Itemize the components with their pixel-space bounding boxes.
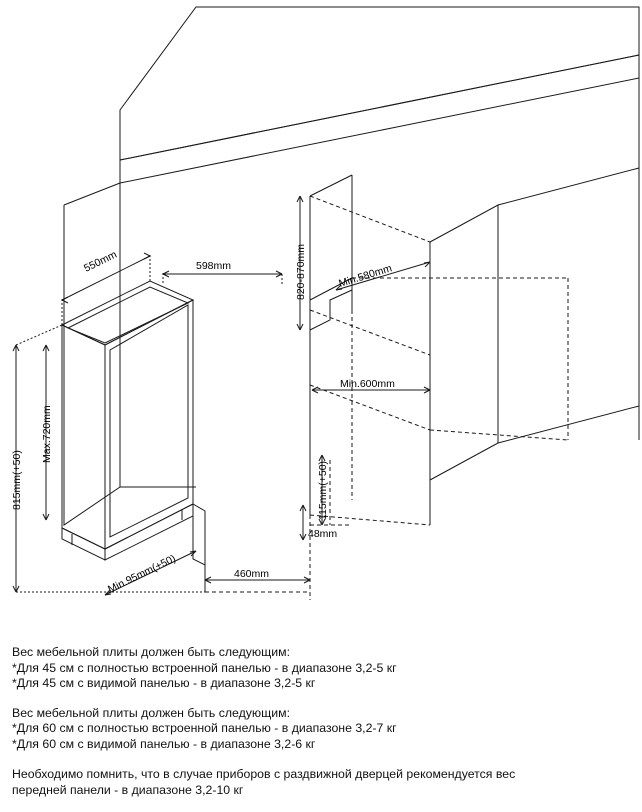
note-line: *Для 60 см с видимой панелью - в диапазоне 3,2-6 кг <box>12 736 316 751</box>
dim-815-witness-top <box>16 325 62 345</box>
appliance-front-inner <box>110 305 188 537</box>
note-line: передней панели - в диапазоне 3,2-10 кг <box>12 783 244 797</box>
dashed-min600-link <box>310 385 430 430</box>
note-line: Вес мебельной плиты должен быть следующим: <box>12 645 291 659</box>
dim-label-min-95: Min.95mm(+50) <box>106 552 178 596</box>
dim-label-598: 598mm <box>196 260 232 272</box>
note-line: *Для 60 см с полностью встроенной панелью - в диапазоне 3,2-7 кг <box>12 721 397 735</box>
dashed-mid-link <box>310 310 430 355</box>
dim-label-max-720: Max.720mm <box>41 405 53 463</box>
worktop-front-edge <box>120 55 639 183</box>
appliance-left-face <box>62 325 105 549</box>
note-line: *Для 45 см с полностью встроенной панелью - в диапазоне 3,2-5 кг <box>12 660 397 675</box>
note-line: Необходимо помнить, что в случае приборов с раздвижной дверцей рекомендуется вес <box>12 767 516 781</box>
dim-550-arrow-a <box>62 297 68 303</box>
note-line: *Для 45 см с видимой панелью - в диапазоне 3,2-5 кг <box>12 676 316 690</box>
niche-step-detail <box>310 290 352 330</box>
note-block-45cm <box>12 645 632 692</box>
appliance-plinth-front <box>105 504 193 560</box>
note-block-60cm <box>12 706 632 753</box>
dim-label-460: 460mm <box>234 568 270 580</box>
dim-label-550: 550mm <box>82 248 119 275</box>
dashed-lower-right <box>430 430 568 440</box>
worktop-top-face <box>120 7 639 160</box>
cabinet-left-side-top <box>64 183 120 205</box>
door-panel-edge <box>193 504 205 565</box>
dim-label-115: 115mm(+50) <box>317 460 329 520</box>
notes-section <box>12 645 632 812</box>
dim-550-arrow-b <box>144 253 150 259</box>
dim-label-min-580: Min.580mm <box>337 262 394 290</box>
dim-580-arrow-b <box>424 262 430 267</box>
niche-right-wall-bottom-edge <box>430 443 498 480</box>
note-block-sliding-door <box>12 766 632 798</box>
dim-label-48: 48mm <box>308 528 338 540</box>
dim-label-min-600: Min.600mm <box>340 378 395 390</box>
note-line: Вес мебельной плиты должен быть следующим: <box>12 705 291 720</box>
dashed-top-link <box>310 196 430 242</box>
dim-label-815: 815mm(+50) <box>11 450 23 510</box>
cabinet-left-side <box>64 183 120 525</box>
niche-right-to-cabinet <box>498 168 639 205</box>
appliance-plinth-left <box>62 528 105 560</box>
niche-top-connector-a <box>310 175 352 196</box>
dim-label-820-870: 820-870mm <box>295 243 307 300</box>
niche-right-wall-top <box>430 205 498 443</box>
appliance-front-face <box>105 300 193 549</box>
